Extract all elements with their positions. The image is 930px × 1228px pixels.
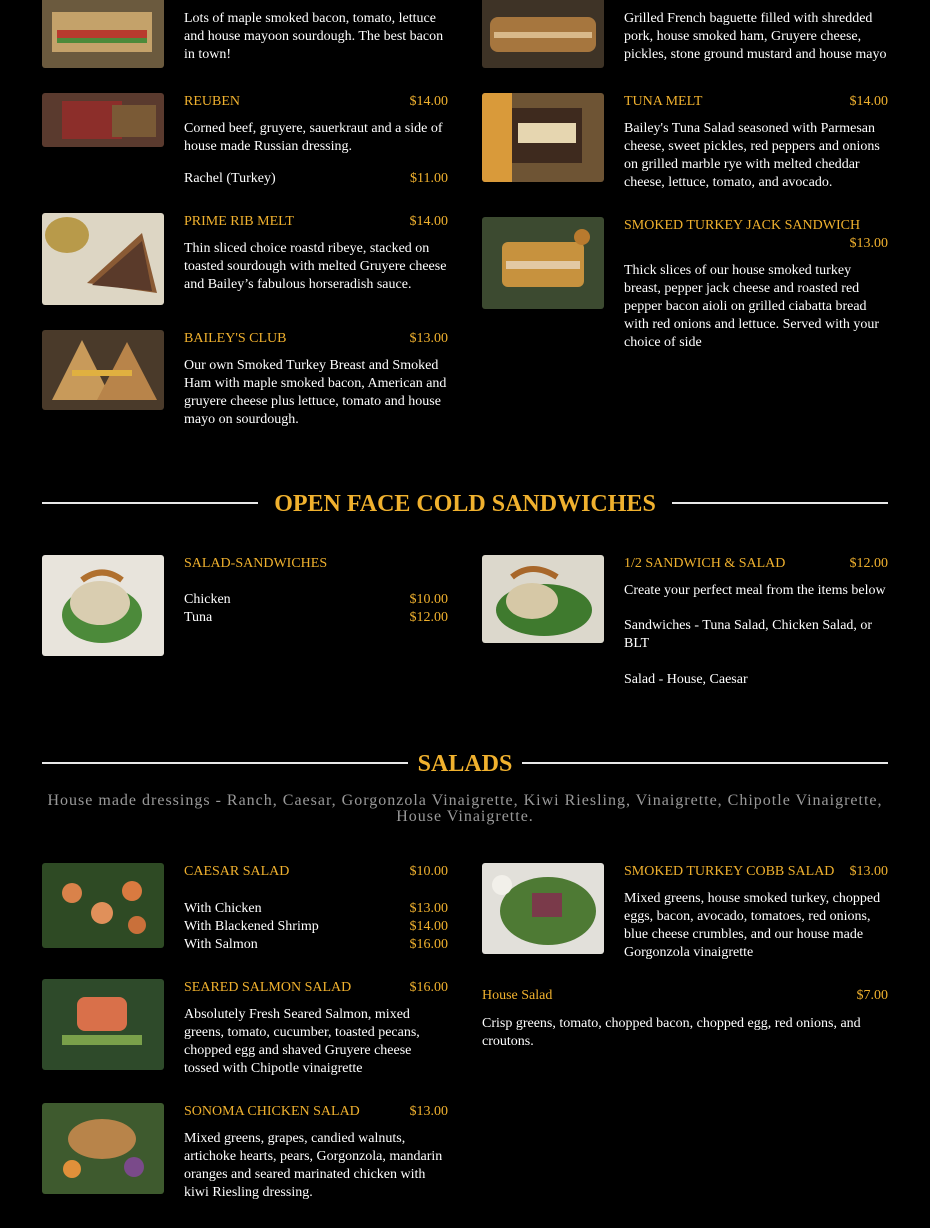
divider-left [42, 502, 258, 504]
caesar-name: CAESAR SALAD [184, 864, 290, 879]
salmon-photo[interactable] [42, 979, 164, 1070]
cobb-description: Mixed greens, house smoked turkey, chopped eggs, bacon, avocado, tomatoes, red onions, blue cheese crumbles, and our house made Gorgonzola vinaigrette [624, 891, 881, 960]
turkey-jack-description: Thick slices of our house smoked turkey breast, pepper jack cheese and roasted red pepper bacon aioli on grilled ciabatta bread with red onions and lettuce. Served with your choice of side [624, 263, 880, 350]
half-combo-photo[interactable] [482, 555, 604, 643]
tuna-melt-name: TUNA MELT [624, 94, 703, 109]
caesar-price: $10.00 [409, 864, 448, 879]
menu-item-house-salad [482, 987, 888, 1051]
caesar-shrimp-price: $14.00 [409, 919, 448, 934]
caesar-photo[interactable] [42, 863, 164, 948]
tuna-melt-photo[interactable] [482, 93, 604, 182]
cobb-name: SMOKED TURKEY COBB SALAD [624, 864, 835, 879]
open-face-title: OPEN FACE COLD SANDWICHES [266, 491, 664, 517]
rachel-price: $11.00 [410, 171, 448, 186]
half-combo-price: $12.00 [849, 556, 888, 571]
reuben-photo[interactable] [42, 93, 164, 147]
half-combo-sandwich-options: Sandwiches - Tuna Salad, Chicken Salad, or BLT [624, 618, 873, 651]
caesar-salmon-price: $16.00 [409, 937, 448, 952]
section-title-salads [42, 750, 888, 778]
sonoma-photo[interactable] [42, 1103, 164, 1194]
cobb-photo[interactable] [482, 863, 604, 954]
reuben-description: Corned beef, gruyere, sauerkraut and a side of house made Russian dressing. [184, 121, 443, 154]
sonoma-price: $13.00 [409, 1104, 448, 1119]
option-chicken-price: $10.00 [409, 592, 448, 607]
caesar-chicken-price: $13.00 [409, 901, 448, 916]
cuban-description: Grilled French baguette filled with shredded pork, house smoked ham, Gruyere cheese, pickles, stone ground mustard and house mayo [624, 11, 887, 62]
half-combo-description: Create your perfect meal from the items below [624, 583, 886, 598]
rachel-label: Rachel (Turkey) [184, 171, 276, 186]
cuban-photo[interactable] [482, 0, 604, 68]
half-combo-name: 1/2 SANDWICH & SALAD [624, 556, 786, 571]
prime-rib-price: $14.00 [409, 214, 448, 229]
prime-rib-name: PRIME RIB MELT [184, 214, 294, 229]
club-photo[interactable] [42, 330, 164, 410]
prime-rib-description: Thin sliced choice roastd ribeye, stacked on toasted sourdough with melted Gruyere cheese and Bailey’s fabulous horseradish sauce. [184, 241, 447, 292]
prime-rib-photo[interactable] [42, 213, 164, 305]
salmon-price: $16.00 [409, 980, 448, 995]
option-tuna-price: $12.00 [409, 610, 448, 625]
turkey-jack-name: SMOKED TURKEY JACK SANDWICH [624, 218, 861, 233]
caesar-shrimp-label: With Blackened Shrimp [184, 919, 319, 934]
turkey-jack-photo[interactable] [482, 217, 604, 309]
sonoma-name: SONOMA CHICKEN SALAD [184, 1104, 360, 1119]
club-price: $13.00 [409, 331, 448, 346]
house-salad-description: Crisp greens, tomato, chopped bacon, chopped egg, red onions, and croutons. [482, 1016, 861, 1049]
sonoma-description: Mixed greens, grapes, candied walnuts, artichoke hearts, pears, Gorgonzola, mandarin oranges and seared marinated chicken with kiwi Riesling dressing. [184, 1131, 443, 1200]
blt-photo[interactable] [42, 0, 164, 68]
house-salad-price: $7.00 [856, 988, 888, 1003]
divider-left [42, 762, 408, 764]
reuben-name: REUBEN [184, 94, 240, 109]
divider-right [672, 502, 888, 504]
caesar-chicken-label: With Chicken [184, 901, 262, 916]
club-description: Our own Smoked Turkey Breast and Smoked Ham with maple smoked bacon, American and gruyere cheese plus lettuce, tomato and house mayo on sourdough. [184, 358, 447, 427]
dressings-note: House made dressings - Ranch, Caesar, Gorgonzola Vinaigrette, Kiwi Riesling, Vinaigrette, Chipotle Vinaigrette, House Vinaigrette. [47, 792, 883, 825]
salad-sandwiches-name: SALAD-SANDWICHES [184, 556, 328, 571]
section-title-open-face [42, 490, 888, 518]
tuna-melt-description: Bailey's Tuna Salad seasoned with Parmesan cheese, sweet pickles, red peppers and onions on grilled marble rye with melted cheddar cheese, lettuce, tomato, and avocado. [624, 121, 880, 190]
divider-right [522, 762, 888, 764]
caesar-salmon-label: With Salmon [184, 937, 258, 952]
club-name: BAILEY'S CLUB [184, 331, 287, 346]
tuna-melt-price: $14.00 [849, 94, 888, 109]
cobb-price: $13.00 [849, 864, 888, 879]
salmon-description: Absolutely Fresh Seared Salmon, mixed greens, tomato, cucumber, toasted pecans, chopped egg and shaved Gruyere cheese tossed with Chipotle vinaigrette [184, 1007, 420, 1076]
option-chicken-label: Chicken [184, 592, 231, 607]
salmon-name: SEARED SALMON SALAD [184, 980, 352, 995]
turkey-jack-price: $13.00 [849, 236, 888, 251]
option-tuna-label: Tuna [184, 610, 213, 625]
half-combo-salad-options: Salad - House, Caesar [624, 672, 748, 687]
blt-description: Lots of maple smoked bacon, tomato, lettuce and house mayoon sourdough. The best bacon in town! [184, 11, 444, 62]
salad-sandwich-photo[interactable] [42, 555, 164, 656]
house-salad-name: House Salad [482, 988, 553, 1003]
salads-title: SALADS [410, 751, 521, 777]
reuben-price: $14.00 [409, 94, 448, 109]
